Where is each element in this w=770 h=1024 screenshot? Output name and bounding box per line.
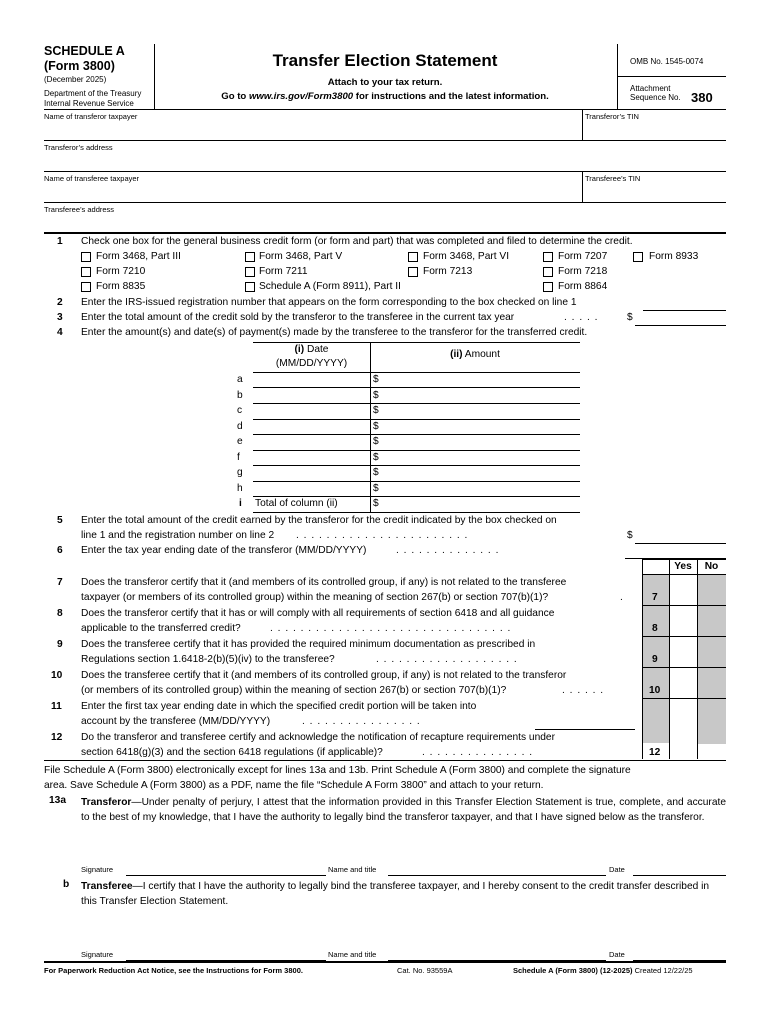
checkbox-form-7207[interactable] (543, 252, 553, 262)
transferor-date-input[interactable] (633, 875, 726, 876)
no-column-header: No (704, 561, 719, 572)
line5-text: line 1 and the registration number on line 2 (81, 530, 275, 541)
line7-text: taxpayer (or members of its controlled group) within the meaning of section 267(b) or section 707(b)(1)? (81, 592, 549, 603)
amount-column-header: (ii) Amount (450, 349, 500, 360)
dollar-sign: $ (373, 421, 379, 432)
payment-amount-input[interactable] (381, 373, 579, 387)
registration-number-input[interactable] (643, 310, 726, 311)
date-label: Date (609, 950, 625, 959)
transferee-name-input[interactable] (44, 184, 582, 200)
line-num: 11 (51, 701, 62, 712)
line10-no-input[interactable] (698, 683, 725, 697)
row-letter: f (237, 452, 240, 463)
transferee-name-label: Name of transferee taxpayer (44, 174, 140, 183)
attachment-label: Attachment (630, 84, 671, 93)
line-num: 8 (57, 608, 63, 619)
transferee-certification: Transferee—I certify that I have the authority to legally bind the transferee taxpayer, and I hereby consent to the credit transfer described in this Transfer Election Statement. (81, 881, 710, 908)
transferee-address-input[interactable] (44, 215, 724, 231)
option-label: Form 8933 (649, 251, 699, 262)
row-letter: e (237, 436, 243, 447)
form-title: Transfer Election Statement (272, 51, 498, 70)
transferee-tin-label: Transferee’s TIN (585, 174, 641, 183)
option-label: Form 3468, Part III (96, 251, 181, 262)
checkbox-form-3468-part-v[interactable] (245, 252, 255, 262)
transferee-tin-input[interactable] (585, 184, 725, 200)
dollar-sign: $ (373, 405, 379, 416)
dollar-sign: $ (373, 467, 379, 478)
dept-treasury: Department of the Treasury (44, 89, 142, 98)
checkbox-form-8835[interactable] (81, 282, 91, 292)
line9-text: Regulations section 1.6418-2(b)(5)(iv) to the transferee? (81, 654, 335, 665)
line9-yes-input[interactable] (670, 652, 696, 666)
leader-dots: . . . . . . . . . . . . . . . . . . . (376, 654, 518, 665)
omb-number: OMB No. 1545-0074 (630, 57, 704, 66)
row-letter: d (237, 421, 243, 432)
leader-dots: . . . . . . . . . . . . . . (396, 545, 500, 556)
leader-dots: . (620, 592, 623, 603)
signature-label: Signature (81, 865, 114, 874)
option-label: Form 7213 (423, 266, 473, 277)
credit-earned-amount-input[interactable] (635, 543, 726, 544)
option-label: Schedule A (Form 8911), Part II (259, 281, 401, 292)
option-label: Form 8835 (96, 281, 146, 292)
payment-amount-input[interactable] (381, 451, 579, 465)
row-letter: h (237, 483, 243, 494)
transferor-name-input[interactable] (44, 122, 582, 138)
line5-text: Enter the total amount of the credit earned by the transferor for the credit indicated by the box checked on (81, 515, 557, 526)
transferor-name-title-input[interactable] (388, 875, 606, 876)
dollar-sign: $ (373, 498, 379, 509)
line12-yes-input[interactable] (670, 744, 696, 758)
payment-date-input[interactable] (253, 388, 369, 402)
line-num: 1 (57, 236, 63, 247)
checkbox-form-8864[interactable] (543, 282, 553, 292)
payment-amount-input[interactable] (381, 420, 579, 434)
sequence-label: Sequence No. (630, 93, 681, 102)
checkbox-form-7213[interactable] (408, 267, 418, 277)
paperwork-notice: For Paperwork Reduction Act Notice, see the Instructions for Form 3800. (44, 966, 303, 975)
line12-no-input[interactable] (698, 744, 725, 758)
transferor-attestation: Transferor—Under penalty of perjury, I attest that the information provided in this Transfer Election Statement is true, complete, and accurate to the best of my knowledge, that I have the authority to legally bind the transferor taxpayer, and that I have signed below as the transferor. (81, 797, 726, 824)
line-num: 10 (51, 670, 63, 681)
leader-dots: . . . . . . . . . . . . . . . . . . . . . . . (296, 530, 469, 541)
row-letter: c (237, 405, 243, 416)
credit-sold-amount-input[interactable] (635, 325, 726, 326)
row-letter: b (237, 390, 243, 401)
total-amount-input[interactable] (381, 497, 579, 511)
payment-amount-input[interactable] (381, 435, 579, 449)
dollar-sign: $ (373, 452, 379, 463)
file-instructions: File Schedule A (Form 3800) electronically except for lines 13a and 13b. Print Schedule A (Form 3800) and complete the signature (44, 765, 631, 776)
line9-text: Does the transferee certify that it has provided the required minimum documentation as prescribed in (81, 639, 536, 650)
schedule-label: SCHEDULE A (44, 44, 125, 58)
payment-date-input[interactable] (253, 420, 369, 434)
yes-column-header: Yes (674, 561, 692, 572)
line7-text: Does the transferor certify that it (and members of its controlled group, if any) is not related to the transferee (81, 577, 567, 588)
line-num: 7 (57, 577, 63, 588)
payment-date-input[interactable] (253, 466, 369, 480)
transferor-tin-input[interactable] (585, 122, 725, 138)
dollar-sign: $ (373, 436, 379, 447)
option-label: Form 7218 (558, 266, 608, 277)
payment-amount-input[interactable] (381, 404, 579, 418)
signature-label: Signature (81, 950, 114, 959)
line8-text: Does the transferor certify that it has or will comply with all requirements of section 6418 and all guidance (81, 608, 555, 619)
line9-no-input[interactable] (698, 652, 725, 666)
payment-amount-input[interactable] (381, 388, 579, 402)
attach-instruction: Attach to your tax return. (327, 77, 443, 88)
line-box-number: 12 (649, 747, 661, 758)
transferor-address-label: Transferor’s address (44, 143, 113, 152)
line-num: 2 (57, 297, 63, 308)
file-instructions: area. Save Schedule A (Form 3800) as a PDF, name the file “Schedule A Form 3800” and attach to your return. (44, 780, 544, 791)
transferor-tin-label: Transferor’s TIN (585, 112, 639, 121)
option-label: Form 3468, Part V (259, 251, 343, 262)
line10-text: (or members of its controlled group) within the meaning of section 267(b) or section 707(b)(1)? (81, 685, 507, 696)
option-label: Form 7207 (558, 251, 608, 262)
row-letter: i (239, 498, 242, 509)
dollar-sign: $ (627, 530, 633, 541)
dollar-sign: $ (373, 390, 379, 401)
payment-amount-input[interactable] (381, 466, 579, 480)
goto-instruction: Go to www.irs.gov/Form3800 for instructions and the latest information. (221, 91, 549, 102)
dept-irs: Internal Revenue Service (44, 99, 134, 108)
line-num: 12 (51, 732, 63, 743)
line-num: 6 (57, 545, 63, 556)
line7-no-input[interactable] (698, 590, 725, 604)
row-letter: g (237, 467, 243, 478)
checkbox-form-7211[interactable] (245, 267, 255, 277)
dollar-sign: $ (627, 312, 633, 323)
transferor-name-label: Name of transferor taxpayer (44, 112, 138, 121)
line3-text: Enter the total amount of the credit sold by the transferor to the transferee in the current tax year (81, 312, 515, 323)
checkbox-form-3468-part-iii[interactable] (81, 252, 91, 262)
line-box-number: 8 (652, 623, 658, 634)
dollar-sign: $ (373, 483, 379, 494)
line12-text: section 6418(g)(3) and the section 6418 regulations (if applicable)? (81, 747, 383, 758)
line1-text: Check one box for the general business credit form (or form and part) that was completed and filed to determine the credit. (81, 236, 633, 247)
line-num: 13a (49, 795, 66, 806)
line-box-number: 10 (649, 685, 661, 696)
sequence-number: 380 (691, 90, 713, 105)
form-number: (Form 3800) (44, 59, 115, 73)
line10-text: Does the transferee certify that it (and members of its controlled group, if any) is not related to the transferor (81, 670, 567, 681)
checkbox-form-7218[interactable] (543, 267, 553, 277)
payment-date-input[interactable] (253, 373, 369, 387)
date-label: Date (609, 865, 625, 874)
line11-text: Enter the first tax year ending date in which the specified credit portion will be taken into (81, 701, 477, 712)
line-num: 5 (57, 515, 63, 526)
payment-date-input[interactable] (253, 404, 369, 418)
form-identifier: Schedule A (Form 3800) (12-2025) Created 12/22/25 (513, 966, 693, 975)
line-num: 9 (57, 639, 63, 650)
checkbox-form-7210[interactable] (81, 267, 91, 277)
leader-dots: . . . . . . (562, 685, 605, 696)
line8-no-input[interactable] (698, 621, 725, 635)
checkbox-form-8933[interactable] (633, 252, 643, 262)
leader-dots: . . . . . . . . . . . . . . . (422, 747, 534, 758)
leader-dots: . . . . . (564, 312, 599, 323)
line-num: 4 (57, 327, 63, 338)
date-column-header: (i) Date (294, 344, 329, 355)
line-box-number: 9 (652, 654, 658, 665)
line-box-number: 7 (652, 592, 658, 603)
line4-text: Enter the amount(s) and date(s) of payment(s) made by the transferee to the transferor for the transferred credit. (81, 327, 588, 338)
line10-yes-input[interactable] (670, 683, 696, 697)
transferee-year-end-input[interactable] (535, 729, 635, 730)
total-column-label: Total of column (ii) (255, 498, 338, 509)
option-label: Form 7210 (96, 266, 146, 277)
leader-dots: . . . . . . . . . . . . . . . . (302, 716, 421, 727)
option-label: Form 7211 (259, 266, 308, 277)
payment-date-input[interactable] (253, 451, 369, 465)
name-title-label: Name and title (328, 950, 377, 959)
irs-url-link[interactable]: www.irs.gov/Form3800 (248, 91, 354, 102)
checkbox-schedule-a-form-8911[interactable] (245, 282, 255, 292)
row-letter: a (237, 374, 243, 385)
option-label: Form 3468, Part VI (423, 251, 510, 262)
line-num: 3 (57, 312, 63, 323)
line7-yes-input[interactable] (670, 590, 696, 604)
payment-date-input[interactable] (253, 482, 369, 496)
checkbox-form-3468-part-vi[interactable] (408, 252, 418, 262)
line2-text: Enter the IRS-issued registration number that appears on the form corresponding to the box checked on line 1 (81, 297, 577, 308)
line-num: b (63, 879, 70, 890)
line11-text: account by the transferee (MM/DD/YYYY) (81, 716, 271, 727)
line8-yes-input[interactable] (670, 621, 696, 635)
line12-text: Do the transferor and transferee certify and acknowledge the notification of recapture requirements under (81, 732, 555, 743)
line8-text: applicable to the transferred credit? (81, 623, 241, 634)
option-label: Form 8864 (558, 281, 608, 292)
payment-amount-input[interactable] (381, 482, 579, 496)
transferor-address-input[interactable] (44, 153, 724, 169)
name-title-label: Name and title (328, 865, 377, 874)
date-format-label: (MM/DD/YYYY) (275, 358, 348, 369)
transferee-address-label: Transferee’s address (44, 205, 115, 214)
leader-dots: . . . . . . . . . . . . . . . . . . . . . . . . . . . . . . . . (270, 623, 512, 634)
catalog-number: Cat. No. 93559A (397, 966, 453, 975)
dollar-sign: $ (373, 374, 379, 385)
transferor-signature-input[interactable] (126, 875, 326, 876)
payment-date-input[interactable] (253, 435, 369, 449)
line6-text: Enter the tax year ending date of the transferor (MM/DD/YYYY) (81, 545, 367, 556)
form-revision: (December 2025) (44, 75, 107, 84)
